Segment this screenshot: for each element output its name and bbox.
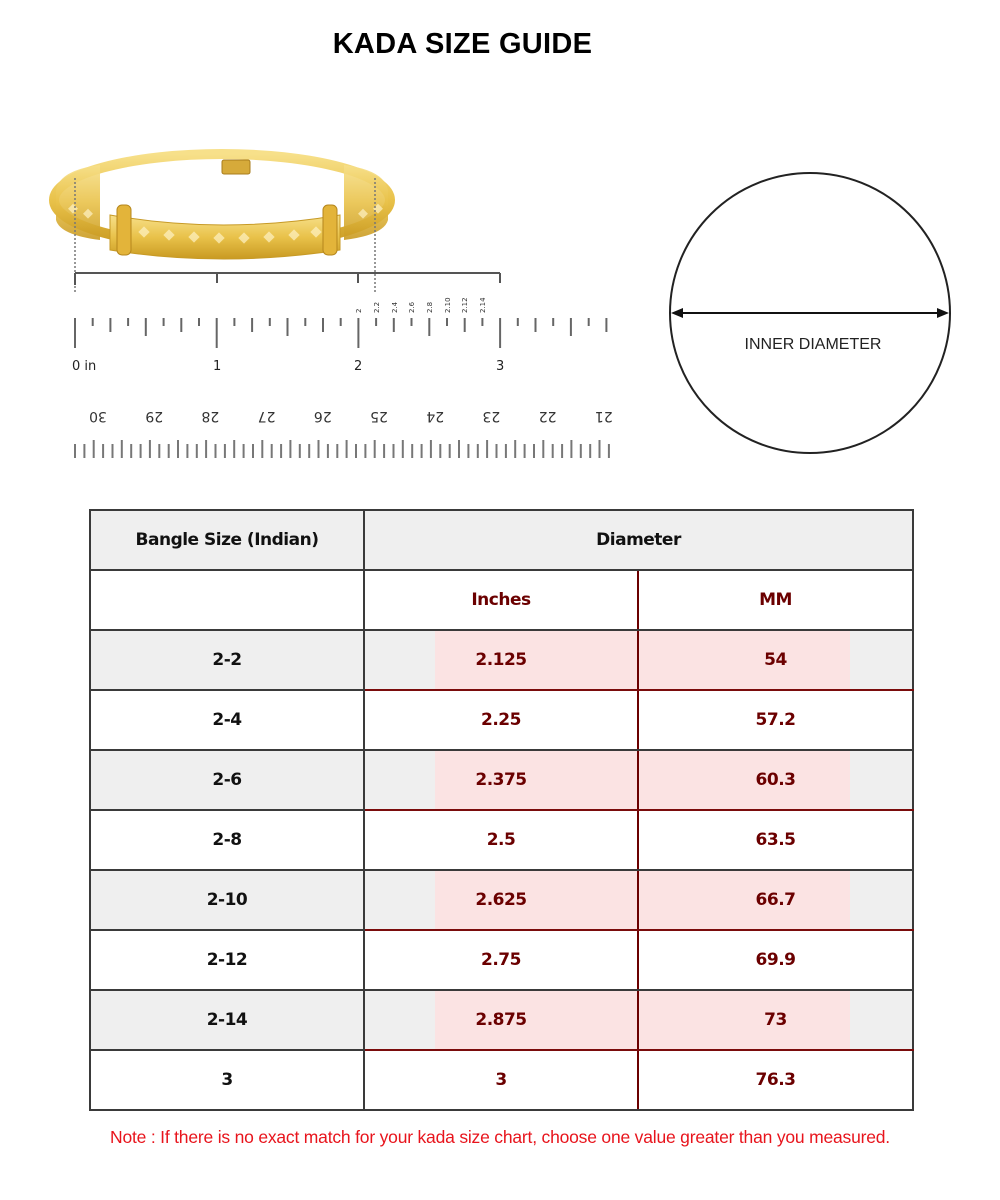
inch-ruler-ticks xyxy=(75,318,606,348)
svg-text:2.8: 2.8 xyxy=(426,301,434,313)
svg-text:23: 23 xyxy=(482,408,501,424)
table-row xyxy=(90,690,913,750)
svg-text:0 in: 0 in xyxy=(72,359,97,374)
inches-cell: 2.125 xyxy=(364,630,638,690)
bangle-image xyxy=(54,154,390,259)
size-note: Note : If there is no exact match for your kada size chart, choose one value greater than you measured. xyxy=(110,1127,890,1147)
svg-text:2: 2 xyxy=(355,308,363,313)
svg-text:2.4: 2.4 xyxy=(391,301,399,313)
svg-text:2.10: 2.10 xyxy=(444,297,452,313)
table-row xyxy=(90,930,913,990)
svg-text:2.2: 2.2 xyxy=(373,301,381,313)
table-row xyxy=(90,1050,913,1110)
inches-cell: 2.5 xyxy=(364,810,638,870)
table-row xyxy=(90,870,913,930)
mm-cell: 73 xyxy=(638,990,913,1050)
header-size: Bangle Size (Indian) xyxy=(90,510,364,570)
subheader-mm: MM xyxy=(638,570,913,630)
svg-text:26: 26 xyxy=(313,408,332,424)
size-marks xyxy=(355,297,487,313)
mm-cell: 54 xyxy=(638,630,913,690)
size-cell: 2-10 xyxy=(90,870,364,930)
measure-bracket xyxy=(75,273,500,285)
svg-text:24: 24 xyxy=(426,408,445,424)
size-cell: 2-14 xyxy=(90,990,364,1050)
svg-text:3: 3 xyxy=(496,359,505,374)
mm-cell: 69.9 xyxy=(638,930,913,990)
inches-cell: 2.375 xyxy=(364,750,638,810)
svg-text:29: 29 xyxy=(145,408,164,424)
inner-diameter-label: INNER DIAMETER xyxy=(744,336,882,353)
svg-text:21: 21 xyxy=(594,408,613,424)
svg-text:2: 2 xyxy=(354,359,363,374)
size-cell: 2-8 xyxy=(90,810,364,870)
table-row xyxy=(90,750,913,810)
svg-text:22: 22 xyxy=(538,408,557,424)
inches-cell: 2.75 xyxy=(364,930,638,990)
svg-text:2.6: 2.6 xyxy=(408,301,416,313)
bottom-ruler-labels xyxy=(89,408,613,424)
inner-diameter-diagram xyxy=(670,173,950,453)
mm-cell: 66.7 xyxy=(638,870,913,930)
size-cell: 3 xyxy=(90,1050,364,1110)
size-cell: 2-2 xyxy=(90,630,364,690)
table-row xyxy=(90,810,913,870)
mm-cell: 57.2 xyxy=(638,690,913,750)
inches-cell: 2.625 xyxy=(364,870,638,930)
inches-cell: 2.875 xyxy=(364,990,638,1050)
svg-text:1: 1 xyxy=(213,359,222,374)
svg-text:2.14: 2.14 xyxy=(479,297,487,313)
size-illustration xyxy=(0,140,1000,480)
svg-text:30: 30 xyxy=(89,408,107,424)
table-body xyxy=(90,630,913,1110)
size-cell: 2-12 xyxy=(90,930,364,990)
bottom-ruler-ticks xyxy=(75,440,609,458)
page-title: KADA SIZE GUIDE xyxy=(332,28,593,60)
inches-cell: 2.25 xyxy=(364,690,638,750)
mm-cell: 63.5 xyxy=(638,810,913,870)
svg-text:27: 27 xyxy=(257,408,276,424)
table-row xyxy=(90,990,913,1050)
size-cell: 2-4 xyxy=(90,690,364,750)
inches-cell: 3 xyxy=(364,1050,638,1110)
svg-text:28: 28 xyxy=(201,408,220,424)
subheader-inches: Inches xyxy=(364,570,638,630)
mm-cell: 60.3 xyxy=(638,750,913,810)
svg-text:25: 25 xyxy=(370,408,388,424)
size-table xyxy=(89,509,914,1111)
inch-ruler-labels xyxy=(72,359,504,374)
subheader-blank xyxy=(90,570,364,630)
size-cell: 2-6 xyxy=(90,750,364,810)
table-row xyxy=(90,630,913,690)
mm-cell: 76.3 xyxy=(638,1050,913,1110)
table-header-row xyxy=(90,510,913,570)
header-diameter: Diameter xyxy=(364,510,913,570)
table-subheader-row xyxy=(90,570,913,630)
svg-text:2.12: 2.12 xyxy=(461,297,469,313)
